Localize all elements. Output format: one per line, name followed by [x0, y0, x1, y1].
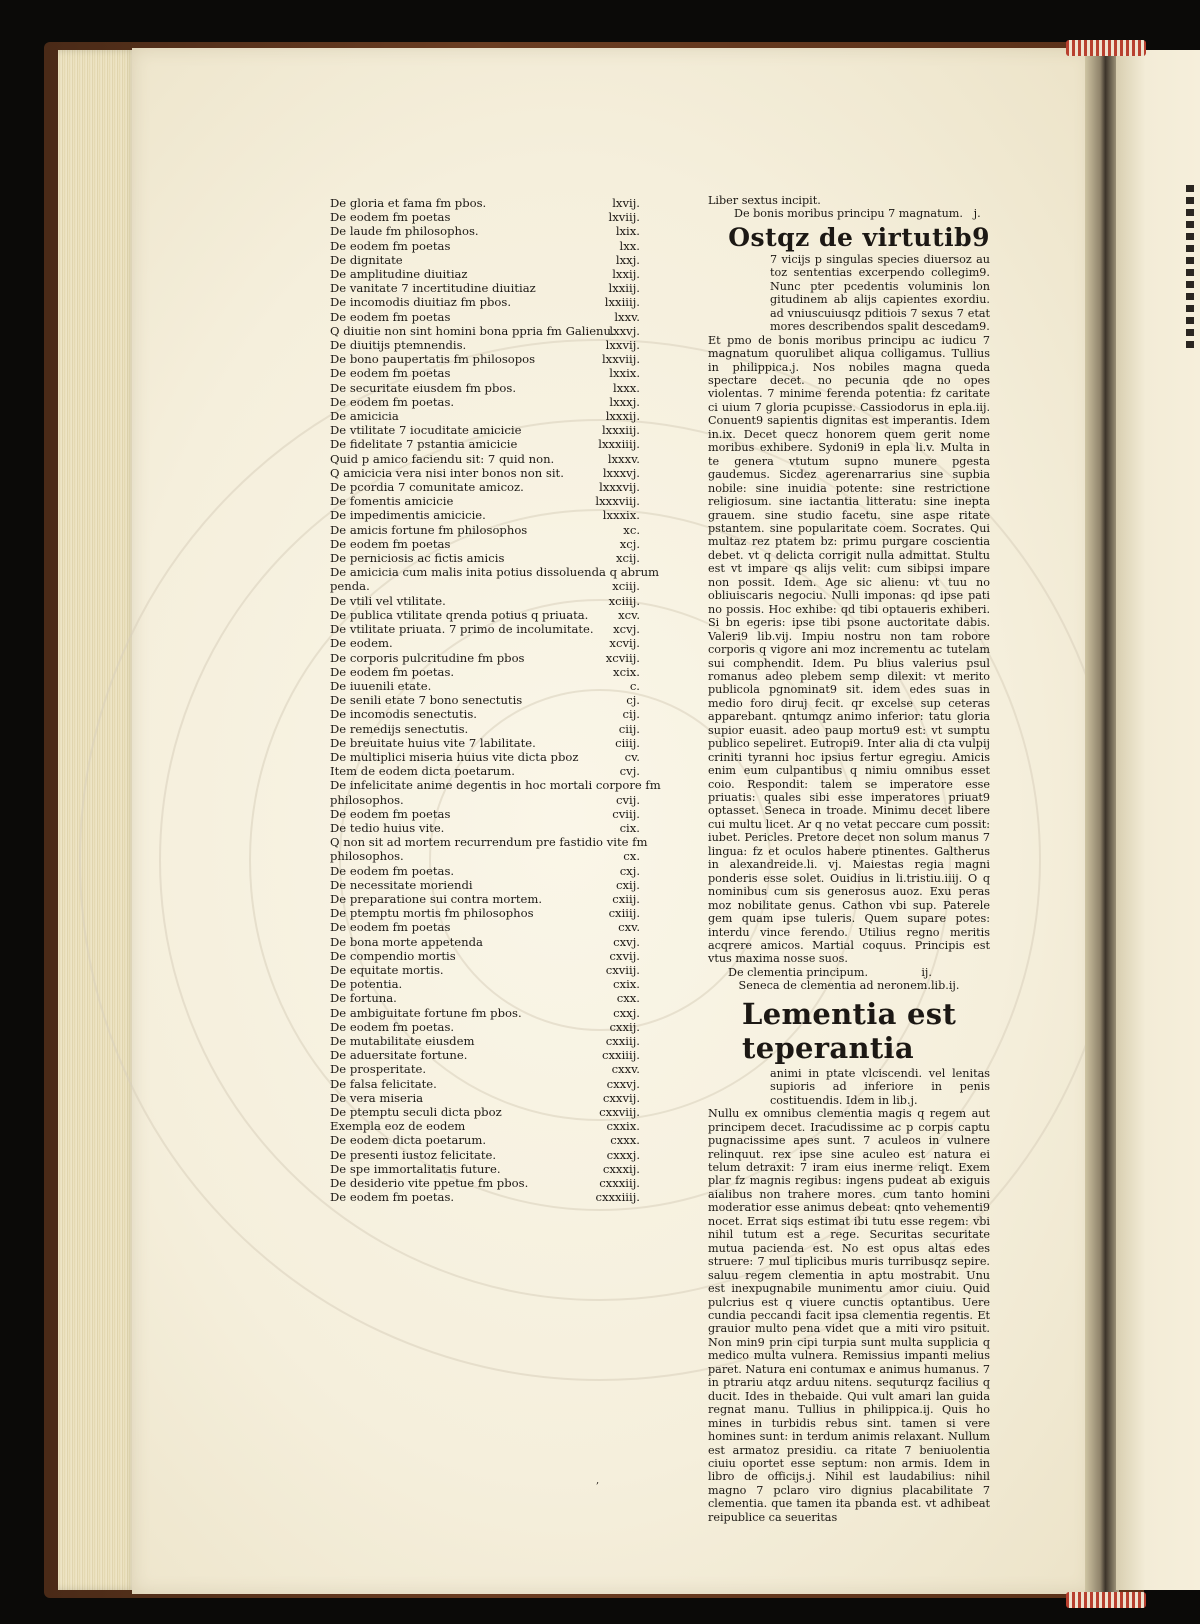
next-page-peek-text: [1186, 180, 1200, 353]
toc-entry-number: lxviij.: [608, 210, 640, 225]
toc-entry: [330, 494, 640, 508]
toc-entry: [330, 437, 640, 451]
toc-entry-title: De necessitate moriendi: [330, 877, 473, 892]
toc-entry-title: De vtilitate priuata. 7 primo de incolumitate.: [330, 622, 594, 637]
toc-entry-title: De incomodis senectutis.: [330, 707, 477, 722]
toc-entry-number: lxxij.: [612, 267, 640, 282]
toc-entry: [330, 1062, 640, 1076]
toc-entry-title: De securitate eiusdem fm pbos.: [330, 380, 517, 395]
toc-entry: [330, 608, 640, 622]
toc-entry-title: philosophos.: [330, 849, 404, 864]
folio-mark: ,: [596, 1475, 600, 1486]
toc-entry-number: xc.: [623, 522, 640, 537]
toc-entry-number: cxj.: [619, 863, 640, 878]
text-column-right: [708, 194, 990, 1524]
toc-entry: [330, 693, 640, 707]
toc-entry: [330, 1105, 640, 1119]
toc-entry-title: De eodem fm poetas.: [330, 394, 455, 409]
toc-entry-number: cij.: [622, 707, 640, 722]
toc-entry: [330, 821, 640, 835]
headband-top: [1066, 40, 1146, 56]
toc-entry-title: De falsa felicitate.: [330, 1076, 437, 1091]
toc-entry-number: cxv.: [618, 920, 640, 935]
toc-entry-title: De eodem fm poetas.: [330, 863, 455, 878]
book-gutter: [1085, 44, 1119, 1596]
toc-entry-title: De vanitate 7 incertitudine diuitiaz: [330, 281, 536, 296]
toc-entry: [330, 778, 661, 793]
toc-entry-number: lxxxij.: [605, 409, 640, 424]
toc-entry: [330, 239, 640, 253]
toc-entry: [330, 1006, 640, 1020]
chapter-heading: De bonis moribus principu 7 magnatum.: [734, 207, 963, 221]
toc-entry-number: cxxxiiij.: [595, 1190, 640, 1205]
toc-entry-number: xcvj.: [613, 622, 640, 637]
toc-entry: [330, 1077, 640, 1091]
toc-entry: [330, 381, 640, 395]
toc-entry-number: cj.: [626, 693, 640, 708]
toc-entry-title: De remedijs senectutis.: [330, 721, 469, 736]
toc-entry: [330, 423, 640, 437]
toc-entry: [330, 963, 640, 977]
toc-entry-title: De ambiguitate fortune fm pbos.: [330, 1005, 522, 1020]
toc-entry-title: De dignitate: [330, 252, 403, 267]
toc-entry-title: De mutabilitate eiusdem: [330, 1033, 475, 1048]
toc-entry-title: De amplitudine diuitiaz: [330, 267, 468, 282]
toc-entry-title: De eodem fm poetas.: [330, 1190, 455, 1205]
toc-entry: [330, 835, 648, 850]
toc-entry-title: De ptemptu seculi dicta pboz: [330, 1105, 502, 1119]
toc-entry: [330, 622, 640, 636]
toc-entry: [330, 253, 640, 267]
toc-entry-number: cxxj.: [613, 1005, 640, 1020]
toc-entry-number: cvj.: [619, 764, 640, 779]
toc-entry: [330, 878, 640, 892]
toc-entry-number: cxxvij.: [602, 1090, 640, 1105]
book-title-line: [708, 194, 990, 207]
first-chapter-line: [708, 207, 990, 220]
toc-entry-number: cv.: [624, 749, 640, 764]
toc-entry-title: Q diuitie non sint homini bona ppria fm Galienu.: [330, 323, 615, 338]
toc-entry: [330, 793, 640, 807]
toc-entry: [330, 281, 640, 295]
toc-entry: [330, 537, 640, 551]
toc-entry: [330, 1176, 640, 1190]
toc-entry: [330, 1148, 640, 1162]
toc-entry-title: De pcordia 7 comunitate amicoz.: [330, 480, 524, 495]
toc-entry: [330, 807, 640, 821]
toc-entry-number: cxxv.: [611, 1062, 640, 1077]
toc-entry-title: De publica vtilitate qrenda potius q priuata.: [330, 607, 589, 622]
toc-entry-number: lxxxj.: [609, 394, 640, 409]
table-of-contents: [330, 196, 661, 1205]
toc-entry-title: De eodem fm poetas.: [330, 1019, 455, 1034]
toc-entry-number: ciij.: [618, 721, 640, 736]
toc-entry-title: Item de eodem dicta poetarum.: [330, 764, 515, 779]
toc-entry: [330, 750, 640, 764]
source-line: Seneca de clementia ad neronem.lib.ij.: [738, 979, 960, 993]
toc-entry-title: De eodem fm poetas: [330, 366, 451, 381]
toc-entry: [330, 508, 640, 522]
toc-entry-number: cxij.: [615, 877, 640, 892]
toc-entry-title: De preparatione sui contra mortem.: [330, 891, 543, 906]
toc-entry-number: cxx.: [616, 991, 640, 1006]
book-title: Liber sextus incipit.: [708, 194, 821, 207]
toc-entry: [330, 1133, 640, 1147]
toc-entry-title: De potentia.: [330, 977, 403, 992]
toc-entry-title: De gloria et fama fm pbos.: [330, 196, 487, 210]
toc-entry: [330, 707, 640, 721]
toc-entry: [330, 736, 640, 750]
toc-entry-number: cxxviij.: [599, 1105, 640, 1119]
toc-entry-number: xcviij.: [605, 650, 640, 665]
toc-entry: [330, 196, 640, 210]
toc-entry-title: De amicis fortune fm philosophos: [330, 522, 528, 537]
toc-entry-title: penda.: [330, 579, 370, 594]
toc-entry: [330, 480, 640, 494]
toc-entry: [330, 949, 640, 963]
toc-entry-number: cix.: [619, 820, 640, 835]
toc-entry: [330, 906, 640, 920]
toc-entry: [330, 324, 640, 338]
toc-entry-number: lxxx.: [612, 380, 640, 395]
toc-entry: [330, 1190, 640, 1204]
toc-entry-title: De fortuna.: [330, 991, 397, 1006]
toc-entry-title: De eodem fm poetas: [330, 210, 451, 225]
toc-entry: [330, 1034, 640, 1048]
toc-entry-title: De impedimentis amicicie.: [330, 508, 486, 523]
toc-entry-title: Q amicicia vera nisi inter bonos non sit.: [330, 465, 564, 480]
toc-entry-number: cxxiiij.: [602, 1048, 640, 1063]
toc-entry-title: De vtilitate 7 iocuditate amicicie: [330, 423, 522, 438]
toc-entry-title: Exempla eoz de eodem: [330, 1119, 466, 1134]
toc-entry-title: De desiderio vite ppetue fm pbos.: [330, 1176, 529, 1191]
toc-entry-number: xcj.: [619, 536, 640, 551]
toc-entry-number: lxxvij.: [605, 338, 640, 353]
toc-entry-title: philosophos.: [330, 792, 404, 807]
toc-entry-title: De breuitate huius vite 7 labilitate.: [330, 735, 536, 750]
toc-entry-title: De eodem fm poetas: [330, 238, 451, 253]
toc-entry: [330, 679, 640, 693]
toc-entry-number: lxxxiiij.: [598, 437, 640, 452]
toc-entry: [330, 665, 640, 679]
toc-entry-title: De fidelitate 7 pstantia amicicie: [330, 437, 518, 452]
toc-entry-title: Quid p amico faciendu sit: 7 quid non.: [330, 451, 555, 466]
subchapter-heading: [728, 966, 990, 979]
toc-entry-number: lxxxvij.: [599, 480, 640, 495]
toc-entry: [330, 1119, 640, 1133]
toc-entry-number: lxxv.: [614, 309, 640, 324]
toc-entry: [330, 764, 640, 778]
toc-entry-number: xcij.: [615, 551, 640, 566]
toc-entry-number: c.: [629, 678, 640, 693]
toc-entry-number: cxiiij.: [608, 906, 640, 921]
decorated-title-2: Lementia est teperantia: [742, 996, 957, 1065]
toc-entry-number: xcv.: [618, 607, 640, 622]
toc-entry-title: De eodem fm poetas: [330, 536, 451, 551]
toc-entry-number: ciiij.: [615, 735, 640, 750]
toc-entry: [330, 722, 640, 736]
toc-entry-title: De vera miseria: [330, 1090, 424, 1105]
toc-entry: [330, 892, 640, 906]
toc-entry: [330, 1048, 640, 1062]
toc-entry: [330, 224, 640, 238]
toc-entry: [330, 523, 640, 537]
toc-entry-title: De tedio huius vite.: [330, 820, 445, 835]
intro-paragraph: 7 vicijs p singulas species diuersoz au toz sententias excerpendo collegim9. Nunc pter pcedentis voluminis lon gitudinem ab alijs capientes exordiu. ad vniuscuiusqz pditiois 7 sexus 7 etat mores describendos spalit descedam9.: [770, 252, 990, 334]
body-paragraph-2: Nullu ex omnibus clementia magis q regem aut principem decet. Iracudissime ac p corpis captu pugnacissime apes sunt. 7 aculeos in vulnere relinquut. rex ipse sine aculeo est natura ei telum detraxit: 7 iram eius inerme reliqt. Exem plar fz magnis regibus: ingens pudeat ab exiguis aialibus non trahere mores. cum tanto homini moderatior esse animus debeat: qnto vehementi9 nocet. Errat siqs estimat ibi tutu esse regem: vbi nihil tutum est a rege. Securitas securitate mutua pacienda est. No est opus altas edes struere: 7 mul tiplicibus muris turribusqz sepire. saluu regem clementia in aptu mostrabit. Unu est inexpugnabile munimentu amor ciuiu. Quid pulcrius est q viuere cunctis optantibus. Uere cundia peccandi facit ipsa clementia regentis. Et grauior multo pena videt que a miti viro psituit. Non min9 prin cipi turpia sunt multa supplicia q medico multa vulnera. Remissius impanti melius paret. Natura eni contumax e animus humanus. 7 in ptrariu atqz arduu nitens. sequturqz facilius q ducit. Ides in thebaide. Qui vult amari lan guida regnat manu. Tullius in philippica.ij. Quis ho mines in turbidis rebus sint. tamen si vere homines sunt: in terdum animis relaxant. Nullum est armatoz presidiu. ca ritate 7 beniuolentia ciuiu oportet esse septum: non armis. Idem in libro de officijs.j. Nihil est laudabilius: nihil magno 7 pclaro viro dignius placabilitate 7 clementia. que tamen ita pbanda est. vt adhibeat reipublice ca seueritas: [708, 1107, 990, 1524]
toc-entry-title: De presenti iustoz felicitate.: [330, 1147, 497, 1162]
toc-entry-title: De infelicitate anime degentis in hoc mortali corpore fm: [330, 778, 661, 793]
toc-entry-number: cxxij.: [609, 1019, 640, 1034]
toc-entry-number: lxxiiij.: [604, 295, 640, 310]
toc-entry: [330, 310, 640, 324]
toc-entry-number: cxxxij.: [602, 1161, 640, 1176]
toc-entry-title: De prosperitate.: [330, 1062, 427, 1077]
toc-entry-title: De equitate mortis.: [330, 962, 444, 977]
toc-entry-number: cxviij.: [605, 962, 640, 977]
toc-entry: [330, 1162, 640, 1176]
toc-entry-title: De amicicia cum malis inita potius dissoluenda q abrum: [330, 565, 660, 580]
toc-entry: [330, 352, 640, 366]
toc-entry: [330, 864, 640, 878]
toc-entry-title: De ptemptu mortis fm philosophos: [330, 906, 534, 921]
toc-entry-title: De diuitijs ptemnendis.: [330, 338, 467, 353]
toc-entry-number: lxvij.: [612, 196, 640, 210]
toc-entry-number: xcix.: [613, 664, 640, 679]
toc-entry-title: De bono paupertatis fm philosopos: [330, 352, 536, 367]
toc-entry-number: lxxj.: [615, 252, 640, 267]
toc-entry-number: lxxxviij.: [595, 494, 640, 509]
toc-entry-number: cxvij.: [609, 948, 640, 963]
toc-entry-number: lxxiij.: [608, 281, 640, 296]
toc-entry-number: lxxxiij.: [601, 423, 640, 438]
toc-entry: [330, 920, 640, 934]
decorated-title: Ostqz de virtutib9: [728, 222, 990, 252]
toc-entry-number: xciiij.: [608, 593, 640, 608]
toc-entry: [330, 210, 640, 224]
toc-entry: [330, 991, 640, 1005]
toc-entry-title: De aduersitate fortune.: [330, 1048, 468, 1063]
toc-entry-number: lxix.: [615, 224, 640, 239]
toc-entry-number: xciij.: [612, 579, 640, 594]
toc-entry: [330, 565, 660, 580]
toc-entry: [330, 651, 640, 665]
toc-entry-title: De eodem fm poetas.: [330, 664, 455, 679]
headband-bottom: [1066, 1592, 1146, 1608]
body-paragraph-1: Et pmo de bonis moribus principu ac iudicu 7 magnatum quorulibet aliqua colligamus. Tullius in philippica.j. Nos nobiles magna queda spectare decet. no pecunia qde no opes violentas. 7 minime ferenda potentia: fz caritate ci uium 7 gloria pcupisse. Cassiodorus in epla.iij. Conuent9 sapientis dignitas est imperantis. Idem in.ix. Decet quecz honorem quem gerit nome moribus exhibere. Sydoni9 in epla li.v. Multa in te genera vtutum supno munere pgesta gaudemus. Sicdez agerenarrarius sine supbia nobile: sine inuidia potente: sine restrictione religiosum. sine iactantia litteratu: sine inepta grauem. sine studio facetu. sine aspe ritate pstantem. sine popularitate coem. Socrates. Qui multaz rez ptatem bz: primu purgare coscientia debet. vt q delicta corrigit nulla admittat. Stultu est vt impare qs alijs velit: cum sibipsi impare non possit. Idem. Age sic alienu: vt tuu no obliuiscaris negociu. Nulli imponas: qd ipse pati no possis. Hoc exhibe: qd tibi optaueris exhiberi. Si bn egeris: ipse tibi psone auctoritate dabis. Valeri9 lib.vij. Impiu nostru non tam robore corporis q vigore ani moz incrementu ac tutelam sui comphendit. Idem. Pu blius valerius psul romanus adeo plebem semp dilexit: vt merito publicola pgnominat9 sit. idem edes suas in medio foro diruj fecit. qr excelse sup ceteras apparebant. qntumqz animo inferior: tatu gloria supior euasit. adeo paup mortu9 est: vt sumptu publico sepeliret. Eutropi9. Inter alia di cta vulpij criniti tyranni hoc ipsius fertur egregiu. Amicis enim eum culpantibus q nimiu omnibus esset coio. Respondit: talem se imperatore esse priuatis: quales sibi esse imperatores priuat9 optasset. Seneca in troade. Minimu decet libere cui multu licet. Ar q no vetat peccare cum possit: iubet. Pericles. Pretore decet non solum manus 7 lingua: fz et oculos habere ptinentes. Galtherus in alexandreide.li. vj. Maiestas regia magni ponderis esse solet. Ouidius in li.tristiu.iiij. O q nominibus cum sis generosus auoz. Exu peras moz nobilitate genus. Cathon vbi sup. Paterele gem quam ipse tuleris. Quem supare potes: interdu vince ferendo. Utilius regno meritis acqrere amicos. Martial coquus. Principis est vtus maxima nosse suos.: [708, 333, 990, 966]
toc-entry-number: cxiij.: [612, 891, 640, 906]
toc-entry-title: De iuuenili etate.: [330, 678, 432, 693]
chapter-number: j.: [973, 207, 981, 221]
toc-entry-title: De corporis pulcritudine fm pbos: [330, 650, 525, 665]
toc-entry-title: De eodem fm poetas: [330, 920, 451, 935]
toc-entry-title: De vtili vel vtilitate.: [330, 593, 446, 608]
toc-entry-number: cxxvj.: [606, 1076, 640, 1091]
toc-entry: [330, 977, 640, 991]
subchapter-title: De clementia principum.: [728, 965, 869, 979]
toc-entry: [330, 594, 640, 608]
toc-entry: [330, 551, 640, 565]
toc-entry-number: cxxx.: [610, 1133, 640, 1148]
toc-entry-number: cviij.: [612, 806, 640, 821]
toc-entry-number: cxxiij.: [605, 1033, 640, 1048]
toc-entry: [330, 1091, 640, 1105]
toc-entry-title: De eodem fm poetas: [330, 309, 451, 324]
toc-entry-number: lxxxv.: [607, 451, 640, 466]
toc-entry-title: De incomodis diuitiaz fm pbos.: [330, 295, 512, 310]
toc-entry: [330, 466, 640, 480]
toc-entry: [330, 452, 640, 466]
toc-entry: [330, 395, 640, 409]
toc-entry: [330, 366, 640, 380]
toc-entry: [330, 267, 640, 281]
toc-entry-title: Q non sit ad mortem recurrendum pre fastidio vite fm: [330, 835, 648, 850]
toc-entry-number: cxxxj.: [606, 1147, 640, 1162]
toc-entry-number: lxxix.: [609, 366, 640, 381]
toc-entry-title: De spe immortalitatis future.: [330, 1161, 501, 1176]
toc-entry-title: De eodem fm poetas: [330, 806, 451, 821]
toc-entry-title: De senili etate 7 bono senectutis: [330, 693, 523, 708]
toc-entry: [330, 295, 640, 309]
toc-entry: [330, 849, 640, 863]
toc-entry-title: De multiplici miseria huius vite dicta pboz: [330, 749, 579, 764]
page-edges: [58, 50, 138, 1590]
toc-entry-number: cxxxiij.: [599, 1176, 640, 1191]
toc-entry-title: De compendio mortis: [330, 948, 456, 963]
toc-entry-number: lxxvj.: [609, 323, 640, 338]
toc-entry-number: cvij.: [615, 792, 640, 807]
toc-entry-number: lxxviij.: [601, 352, 640, 367]
toc-entry-title: De bona morte appetenda: [330, 934, 483, 949]
toc-entry: [330, 636, 640, 650]
toc-entry-number: lxx.: [619, 238, 640, 253]
toc-entry-title: De perniciosis ac fictis amicis: [330, 551, 505, 566]
toc-entry-number: cxvj.: [613, 934, 640, 949]
toc-entry-number: cx.: [623, 849, 640, 864]
toc-entry: [330, 579, 640, 593]
toc-entry-title: De eodem.: [330, 636, 393, 651]
clementia-intro: animi in ptate vlciscendi. vel lenitas supioris ad inferiore in penis costituendis. Idem in lib.j.: [770, 1066, 990, 1107]
subchapter-number: ij.: [921, 965, 932, 979]
toc-entry-number: lxxxvj.: [602, 465, 640, 480]
toc-entry-title: De eodem dicta poetarum.: [330, 1133, 487, 1148]
toc-entry-number: cxix.: [613, 977, 640, 992]
toc-entry-number: xcvij.: [609, 636, 640, 651]
toc-entry-title: De fomentis amicicie: [330, 494, 454, 509]
toc-entry-title: De amicicia: [330, 409, 399, 424]
toc-entry-title: De laude fm philosophos.: [330, 224, 479, 239]
toc-entry: [330, 409, 640, 423]
toc-entry: [330, 1020, 640, 1034]
toc-entry: [330, 338, 640, 352]
toc-entry-number: cxxix.: [606, 1119, 640, 1134]
toc-entry: [330, 935, 640, 949]
toc-entry-number: lxxxix.: [602, 508, 640, 523]
